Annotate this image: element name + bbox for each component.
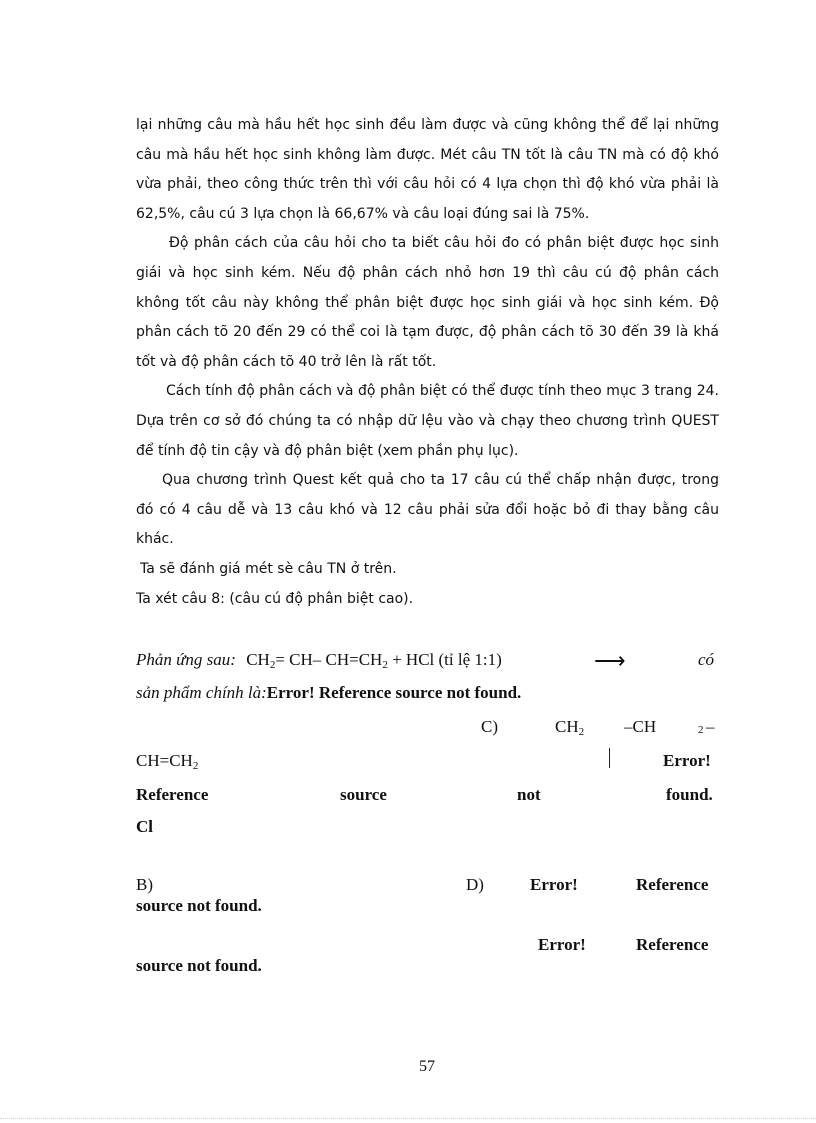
option-d-source-not-found: source not found. bbox=[136, 896, 262, 915]
page-number: 57 bbox=[419, 1058, 435, 1075]
question-line-2 bbox=[136, 683, 521, 703]
question-co: có bbox=[698, 650, 715, 669]
paragraph-5: Ta sẽ đánh giá mét sè câu TN ở trên. bbox=[140, 560, 397, 577]
found-word: found. bbox=[666, 785, 713, 804]
trailing-source-not-found: source not found. bbox=[136, 956, 262, 975]
option-b-label: B) bbox=[136, 875, 153, 894]
reactant-rest: = CH– $CH=CH_2$ bbox=[275, 650, 388, 671]
trailing-error: Error! bbox=[538, 935, 586, 954]
question-line2-italic: sản phẩm chính là: bbox=[136, 683, 267, 702]
question-error-ref: Error! Reference source not found. bbox=[266, 683, 522, 702]
ref-word: Reference bbox=[136, 785, 209, 804]
option-c-error: Error! bbox=[663, 751, 711, 770]
option-d-label: D) bbox=[466, 875, 484, 894]
reactant-hcl: + HCl (tỉ lệ 1:1) bbox=[387, 650, 502, 669]
source-word: source bbox=[340, 785, 387, 804]
bond-line bbox=[609, 748, 610, 768]
option-c-ch2: $CH_2$ bbox=[555, 717, 585, 738]
paragraph-3: Cách tính độ phân cách và độ phân biệt có thể được tính theo mục 3 trang 24. Dựa trên cơ sở đó chúng ta có nhập dữ lệu vào và chạy theo chương trình QUEST để tính độ tin cậy và độ phân biệt (xem phần phụ lục). bbox=[136, 383, 719, 459]
paragraph-6: Ta xét câu 8: (câu cú độ phân biệt cao). bbox=[136, 590, 414, 607]
body-text bbox=[136, 111, 719, 614]
paragraph-2: Độ phân cách của câu hỏi cho ta biết câu hỏi đo có phân biệt được học sinh giái và học sinh kém. Nếu độ phân cách nhỏ hơn 19 thì câu cú độ phân cách không tốt câu này không thể phân biệt được học sinh giái và học sinh kém. Độ phân cách tõ 20 đến 29 có thể coi là tạm được, độ phân cách tõ 30 đến 39 là khá tốt và độ phân cách tõ 40 trở lên là rất tốt. bbox=[136, 235, 719, 370]
arrow-icon: ⟶ bbox=[594, 648, 626, 673]
question-line-1 bbox=[136, 650, 502, 671]
option-c-sub2: 2 bbox=[698, 724, 704, 736]
not-word: not bbox=[517, 785, 541, 804]
reactant-ch2: $CH_2$ bbox=[246, 650, 276, 671]
paragraph-1: lại những câu mà hầu hết học sinh đều làm được và cũng không thể để lại những câu mà hầu hết học sinh không làm được. Mét câu TN tốt là câu TN mà có độ khó vừa phải, theo công thức trên thì với câu hỏi có 4 lựa chọn thì độ khó vừa phải là 62,5%, câu cú 3 lựa chọn là 66,67% và câu loại đúng sai là 75%. bbox=[136, 117, 719, 222]
paragraph-4: Qua chương trình Quest kết quả cho ta 17 câu cú thể chấp nhận được, trong đó có 4 câu dễ và 13 câu khó và 12 câu phải sửa đổi hoặc bỏ đi thay bằng câu khác. bbox=[136, 472, 719, 548]
option-c-label: C) bbox=[481, 717, 498, 736]
cl-substituent: Cl bbox=[136, 817, 153, 836]
option-d-reference: Reference bbox=[636, 875, 709, 894]
option-c-line2: $CH=CH_2$ bbox=[136, 751, 199, 772]
trailing-reference: Reference bbox=[636, 935, 709, 954]
bottom-dotted-rule bbox=[0, 1118, 816, 1119]
option-c-dash: – bbox=[706, 717, 715, 736]
option-c-ch: –CH bbox=[624, 717, 657, 736]
question-prefix: Phản ứng sau: bbox=[136, 650, 236, 669]
option-d-error: Error! bbox=[530, 875, 578, 894]
